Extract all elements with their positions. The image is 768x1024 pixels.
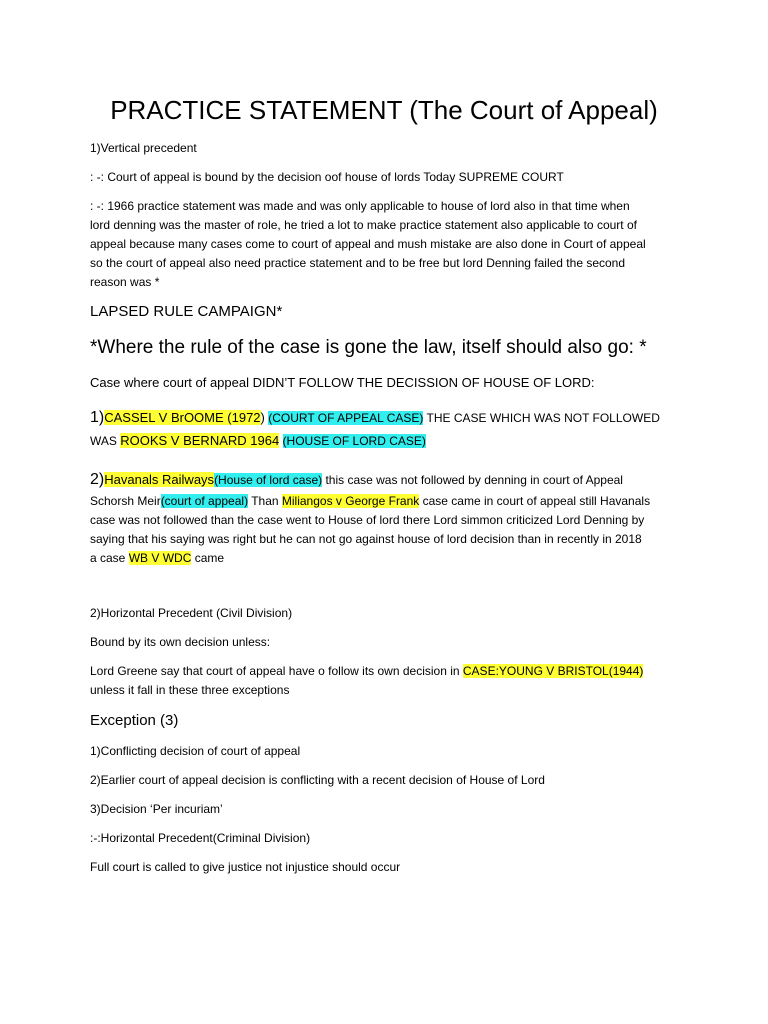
heading-exception: Exception (3) [90,712,179,729]
paragraph-court-bound: : -: Court of appeal is bound by the decision oof house of lords Today SUPREME COURT [90,170,564,184]
text-line: saying that his saying was right but he can not go against house of lord decision than in recently in 2018 [90,532,642,546]
text-line: reason was * [90,275,160,289]
case-tag-highlight: (House of lord case) [214,473,323,487]
text-line: unless it fall in these three exceptions [90,683,290,697]
text-line: lord denning was the master of role, he tried a lot to make practice statement also applicable to court of [90,218,637,232]
paragraph-horizontal-criminal: :-:Horizontal Precedent(Criminal Division) [90,831,311,845]
text-line: so the court of appeal also need practice statement and to be free but lord Denning failed the second [90,256,626,270]
case-name-highlight: CASE:YOUNG V BRISTOL(1944) [462,664,644,678]
heading-lapsed-rule: LAPSED RULE CAMPAIGN* [90,303,283,320]
text-line [90,662,690,681]
paragraph-1966-statement [90,197,690,292]
exception-item-2: 2)Earlier court of appeal decision is conflicting with a recent decision of House of Lord [90,773,545,787]
page-title: PRACTICE STATEMENT (The Court of Appeal) [110,95,658,125]
case-1-block [90,406,710,452]
paragraph-full-court: Full court is called to give justice not injustice should occur [90,860,401,874]
text-span: came [191,551,225,565]
text-span: this case was not followed by denning in court of Appeal [322,473,623,487]
text-line [90,492,690,511]
paragraph-lord-greene [90,662,690,700]
text-line [90,468,690,492]
text-span: THE CASE WHICH WAS NOT FOLLOWED [423,411,660,425]
text-line: case was not followed than the case went to House of lord there Lord simmon criticized Lord Denning by [90,513,645,527]
text-span: case came in court of appeal still Havanals [419,494,651,508]
case-name-highlight: ROOKS V BERNARD 1964 [120,433,280,448]
exception-item-3: 3)Decision ‘Per incuriam’ [90,802,223,816]
paragraph-horizontal-civil: 2)Horizontal Precedent (Civil Division) [90,606,293,620]
case-name-highlight: Havanals Railways [104,472,215,487]
text-line: : -: 1966 practice statement was made and was only applicable to house of lord also in that time when [90,199,630,213]
list-number: 1) [90,409,105,426]
text-line [90,430,710,452]
text-span: Schorsh Meir [90,494,161,508]
case-tag-highlight: (COURT OF APPEAL CASE) [268,411,424,425]
text-span: Lord Greene say that court of appeal have o follow its own decision in [90,664,463,678]
case-name-highlight: WB V WDC [128,551,192,565]
exception-item-1: 1)Conflicting decision of court of appeal [90,744,301,758]
paragraph-vertical-precedent: 1)Vertical precedent [90,141,197,155]
case-tag-highlight: (court of appeal) [160,494,249,508]
text-span: WAS [90,434,121,448]
heading-where-rule: *Where the rule of the case is gone the law, itself should also go: * [90,337,647,358]
paragraph-bound-unless: Bound by its own decision unless: [90,635,271,649]
text-span: ) [260,410,265,425]
text-line [90,549,690,568]
case-name-highlight: CASSEL V BrOOME (1972 [104,410,261,425]
case-name-highlight: Miliangos v George Frank [281,494,420,508]
text-span: a case [90,551,129,565]
heading-case-not-follow: Case where court of appeal DIDN’T FOLLOW THE DECISSION OF HOUSE OF LORD: [90,375,595,390]
case-tag-highlight: (HOUSE OF LORD CASE) [282,434,426,448]
text-line [90,406,710,430]
text-line: appeal because many cases come to court of appeal and mush mistake are also done in Court of appeal [90,237,646,251]
list-number: 2) [90,471,105,488]
case-2-block [90,468,690,568]
text-span: Than [248,494,282,508]
